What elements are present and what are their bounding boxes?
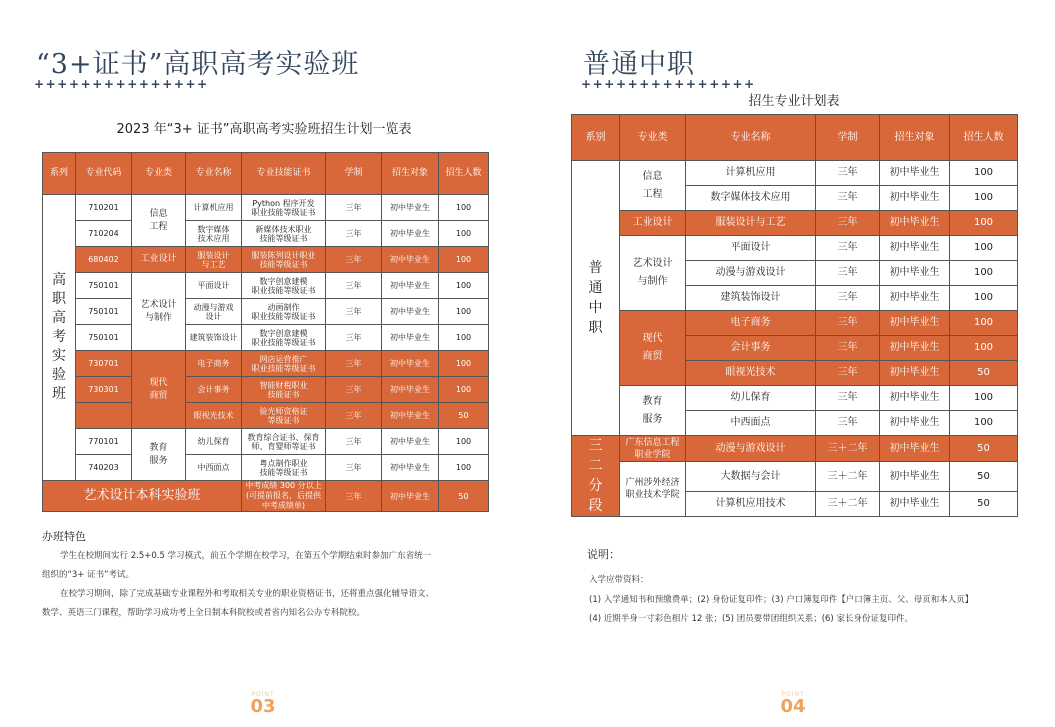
skill-cert: 教育综合证书、保育 师、育婴师等证书 [242,429,326,455]
right-page [527,0,1055,727]
study-years: 三年 [326,273,382,299]
features-para1-line2: 组织的“3+ 证书”考试。 [42,570,135,580]
major-category: 信息 工程 [132,195,186,247]
right-plan-table [571,114,1018,517]
notes-sub-heading: 入学应带资料： [589,575,649,585]
major-category: 艺术设计 与制作 [620,236,686,311]
enroll-target: 初中毕业生 [880,462,950,492]
major-name: 服装设计与工艺 [686,211,816,236]
table-row [572,236,1018,261]
study-years: 三＋二年 [816,436,880,462]
enroll-target: 初中毕业生 [382,481,439,512]
right-header-row [572,115,1018,161]
major-name: 大数据与会计 [686,462,816,492]
table-row [43,403,489,429]
major-name: 中西面点 [186,455,242,481]
major-name: 动漫与游戏 设计 [186,299,242,325]
enroll-target: 初中毕业生 [382,221,439,247]
enroll-target: 初中毕业生 [382,247,439,273]
left-plan-table [42,152,489,512]
major-code [76,403,132,429]
major-category: 艺术设计 与制作 [132,273,186,351]
study-years: 三年 [326,403,382,429]
partner-school: 广东信息工程 职业学院 [620,436,686,462]
notes-line2: (4) 近期半身一寸彩色相片 12 张；(5) 团员要带团组织关系；(6) 家长身份证复印件。 [589,614,913,624]
study-years: 三年 [326,299,382,325]
enroll-target: 初中毕业生 [382,377,439,403]
major-code: 750101 [76,325,132,351]
study-years: 三年 [816,411,880,436]
left-header-cell: 专业技能证书 [242,153,326,195]
enroll-target: 初中毕业生 [880,211,950,236]
major-code: 750101 [76,273,132,299]
features-para2-line2: 数学、英语三门课程，帮助学习成功考上全日制本科院校或者省内知名公办专科院校。 [42,608,366,618]
enroll-target: 初中毕业生 [880,411,950,436]
enroll-count: 50 [950,492,1018,517]
major-category: 教育 服务 [620,386,686,436]
study-years: 三年 [816,336,880,361]
major-category: 现代 商贸 [620,311,686,386]
partner-school: 广州涉外经济 职业技术学院 [620,462,686,517]
features-para2-line1: 在校学习期间，除了完成基础专业课程外和考取相关专业的职业资格证书，还将重点强化辅导语文、 [60,589,435,599]
right-series-three-two: 三 二 分 段 [572,436,620,517]
left-table-title: 2023 年“3+ 证书”高职高考实验班招生计划一览表 [116,122,412,137]
major-code: 730301 [76,377,132,403]
major-code: 710204 [76,221,132,247]
enroll-count: 100 [439,273,489,299]
enroll-count: 100 [439,221,489,247]
right-header-cell: 招生人数 [950,115,1018,161]
enroll-target: 初中毕业生 [382,273,439,299]
study-years: 三年 [816,386,880,411]
skill-cert: 网店运营推广 职业技能等级证书 [242,351,326,377]
enroll-target: 初中毕业生 [382,455,439,481]
left-plus-decoration: +++++++++++++++ [34,77,209,91]
skill-cert: 新媒体技术职业 技能等级证书 [242,221,326,247]
enroll-count: 50 [439,481,489,512]
major-name: 会计事务 [186,377,242,403]
enroll-count: 100 [439,429,489,455]
major-code: 680402 [76,247,132,273]
major-name: 数字媒体技术应用 [686,186,816,211]
enroll-target: 初中毕业生 [880,336,950,361]
skill-cert: 数字创意建模 职业技能等级证书 [242,273,326,299]
right-table-title: 招生专业计划表 [748,94,840,109]
enroll-count: 100 [950,236,1018,261]
study-years: 三年 [816,186,880,211]
enroll-target: 初中毕业生 [382,195,439,221]
major-name: 服装设计 与工艺 [186,247,242,273]
major-name: 计算机应用技术 [686,492,816,517]
study-years: 三年 [326,195,382,221]
table-row [572,311,1018,336]
study-years: 三年 [816,361,880,386]
major-name: 动漫与游戏设计 [686,261,816,286]
enroll-target: 初中毕业生 [880,311,950,336]
enroll-count: 100 [439,455,489,481]
enroll-count: 100 [439,377,489,403]
enroll-count: 100 [950,186,1018,211]
enroll-count: 100 [950,211,1018,236]
table-row [43,325,489,351]
enroll-count: 50 [950,361,1018,386]
enroll-target: 初中毕业生 [382,403,439,429]
study-years: 三年 [326,455,382,481]
skill-cert: 粤点制作职业 技能等级证书 [242,455,326,481]
right-page-title: 普通中职 [583,49,695,80]
major-name: 眼视光技术 [686,361,816,386]
left-header-cell: 专业类 [132,153,186,195]
right-header-cell: 专业名称 [686,115,816,161]
study-years: 三年 [816,311,880,336]
enroll-count: 100 [950,386,1018,411]
skill-cert: Python 程序开发 职业技能等级证书 [242,195,326,221]
table-row [43,429,489,455]
table-row [572,436,1018,462]
table-row [43,299,489,325]
study-years: 三年 [816,286,880,311]
enroll-count: 100 [439,195,489,221]
enroll-count: 50 [950,462,1018,492]
enroll-count: 50 [950,436,1018,462]
major-code: 750101 [76,299,132,325]
major-name: 会计事务 [686,336,816,361]
notes-heading: 说明： [587,548,620,561]
enroll-target: 初中毕业生 [880,186,950,211]
skill-cert: 数字创意建模 职业技能等级证书 [242,325,326,351]
table-row [43,481,489,512]
major-code: 770101 [76,429,132,455]
left-header-cell: 专业代码 [76,153,132,195]
study-years: 三年 [326,429,382,455]
major-name: 建筑装饰设计 [686,286,816,311]
enroll-count: 100 [439,247,489,273]
major-name: 电子商务 [686,311,816,336]
left-page-number [243,692,283,716]
enroll-target: 初中毕业生 [880,386,950,411]
major-category: 信息 工程 [620,161,686,211]
major-name: 计算机应用 [186,195,242,221]
major-name: 动漫与游戏设计 [686,436,816,462]
enroll-target: 初中毕业生 [880,286,950,311]
right-header-cell: 学制 [816,115,880,161]
major-category: 现代 商贸 [132,351,186,429]
study-years: 三年 [816,161,880,186]
page-number-value: 03 [250,696,276,717]
right-header-cell: 专业类 [620,115,686,161]
enroll-count: 100 [439,351,489,377]
major-category: 工业设计 [620,211,686,236]
left-header-cell: 招生人数 [439,153,489,195]
right-series-regular: 普 通 中 职 [572,161,620,436]
major-name: 平面设计 [686,236,816,261]
study-years: 三＋二年 [816,492,880,517]
notes-line1: (1) 入学通知书和预缴费单；(2) 身份证复印件；(3) 户口簿复印件【户口簿主页、父、母页和本人页】 [589,595,974,605]
table-row [43,247,489,273]
enroll-target: 初中毕业生 [382,351,439,377]
enroll-count: 100 [950,261,1018,286]
study-years: 三年 [326,377,382,403]
enroll-count: 100 [950,161,1018,186]
major-name: 电子商务 [186,351,242,377]
study-years: 三年 [816,211,880,236]
enroll-target: 初中毕业生 [880,436,950,462]
major-name: 眼视光技术 [186,403,242,429]
features-para1-line1: 学生在校期间实行 2.5+0.5 学习模式，前五个学期在校学习，在第五个学期结束时参加广东省统一 [60,551,432,561]
enroll-count: 100 [439,325,489,351]
right-header-cell: 招生对象 [880,115,950,161]
study-years: 三年 [326,351,382,377]
features-heading: 办班特色 [42,530,86,543]
enroll-target: 初中毕业生 [880,261,950,286]
major-name: 平面设计 [186,273,242,299]
enroll-target: 初中毕业生 [880,361,950,386]
study-years: 三年 [326,325,382,351]
major-name: 建筑装饰设计 [186,325,242,351]
study-years: 三年 [326,481,382,512]
left-series-label: 高 职 高 考 实 验 班 [43,195,76,481]
table-row [43,455,489,481]
study-years: 三年 [816,261,880,286]
enroll-count: 100 [439,299,489,325]
major-name: 计算机应用 [686,161,816,186]
major-name: 数字媒体 技术应用 [186,221,242,247]
left-page-title: “3+证书”高职高考实验班 [36,49,360,80]
left-page [0,0,527,727]
left-header-cell: 专业名称 [186,153,242,195]
left-header-row [43,153,489,195]
table-row [43,351,489,377]
major-name: 幼儿保育 [186,429,242,455]
study-years: 三年 [326,247,382,273]
table-row [572,386,1018,411]
skill-cert: 动画制作 职业技能等级证书 [242,299,326,325]
major-code: 740203 [76,455,132,481]
major-name: 幼儿保育 [686,386,816,411]
table-row [43,221,489,247]
enroll-count: 100 [950,336,1018,361]
study-years: 三年 [816,236,880,261]
skill-cert: 服装陈列设计职业 技能等级证书 [242,247,326,273]
left-header-cell: 学制 [326,153,382,195]
enroll-target: 初中毕业生 [382,429,439,455]
page-number-value: 04 [780,696,806,717]
table-row [43,377,489,403]
major-category: 工业设计 [132,247,186,273]
enroll-target: 初中毕业生 [382,299,439,325]
skill-cert: 验光师资格证 等级证书 [242,403,326,429]
major-category: 教育 服务 [132,429,186,481]
table-row [43,195,489,221]
table-row [572,211,1018,236]
enroll-target: 初中毕业生 [880,236,950,261]
right-plus-decoration: +++++++++++++++ [581,77,756,91]
enroll-target: 初中毕业生 [382,325,439,351]
study-years: 三年 [326,221,382,247]
study-years: 三＋二年 [816,462,880,492]
table-row [572,161,1018,186]
art-undergrad-class-label: 艺术设计本科实验班 [43,481,242,512]
enroll-target: 初中毕业生 [880,492,950,517]
left-header-cell: 系列 [43,153,76,195]
major-code: 710201 [76,195,132,221]
point-label: POINT [251,691,275,698]
right-page-number [773,692,813,716]
enroll-target: 初中毕业生 [880,161,950,186]
major-code: 730701 [76,351,132,377]
enroll-count: 100 [950,311,1018,336]
point-label: POINT [781,691,805,698]
major-name: 中西面点 [686,411,816,436]
enroll-count: 100 [950,411,1018,436]
enroll-note: 中考成绩 300 分以上 (可提前报名，后提供中考成绩单) [242,481,326,512]
right-header-cell: 系别 [572,115,620,161]
table-row [43,273,489,299]
enroll-count: 50 [439,403,489,429]
skill-cert: 智能财税职业 技能证书 [242,377,326,403]
enroll-count: 100 [950,286,1018,311]
table-row [572,462,1018,492]
left-header-cell: 招生对象 [382,153,439,195]
